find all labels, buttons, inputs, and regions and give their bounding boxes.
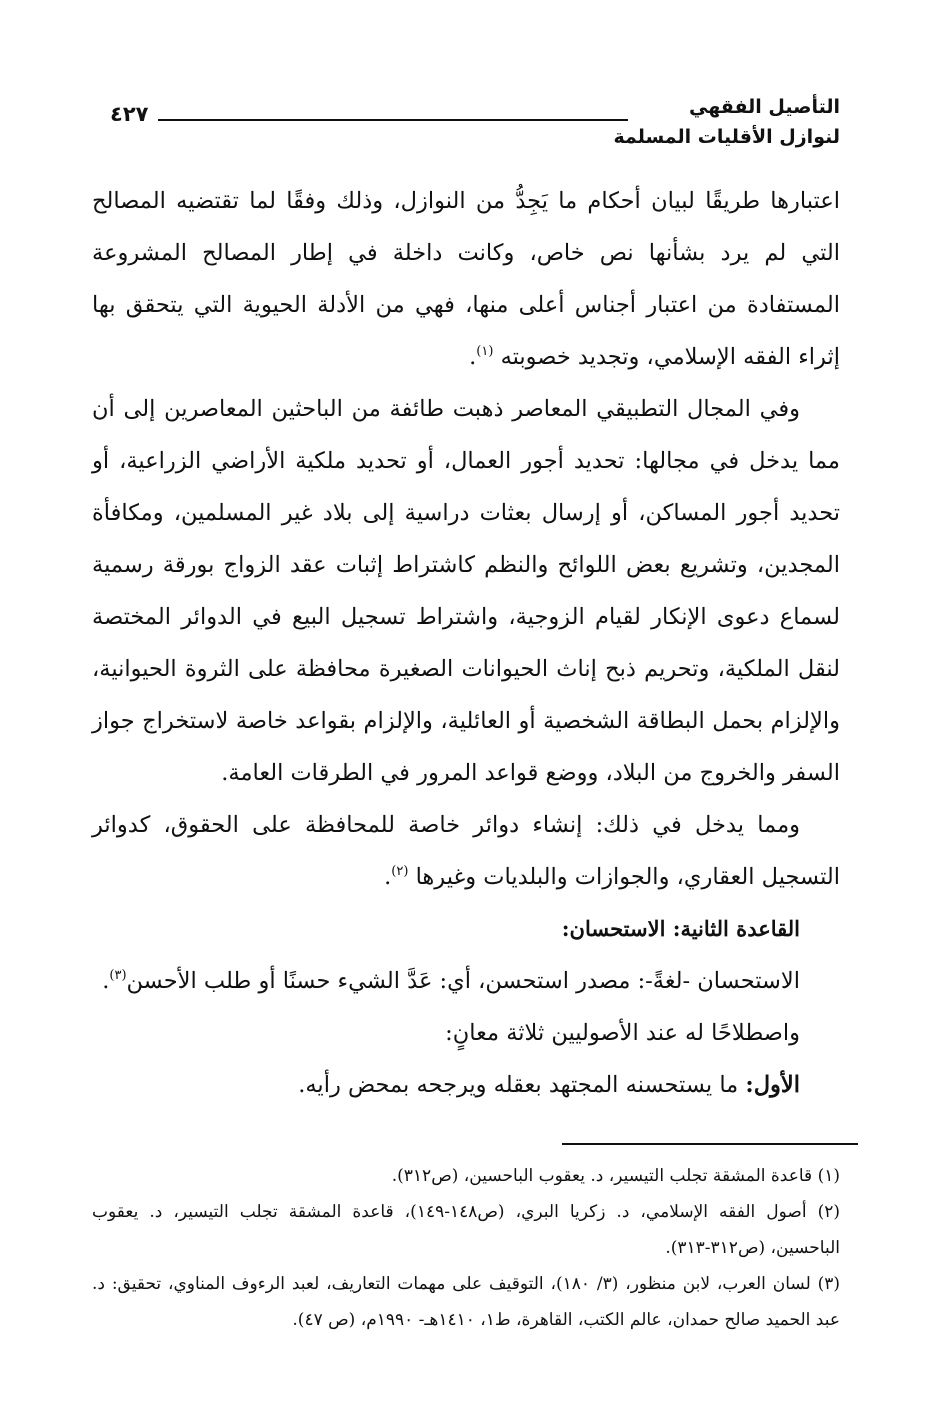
paragraph-1: اعتبارها طريقًا لبيان أحكام ما يَجِدُّ من النوازل، وذلك وفقًا لما تقتضيه المصالح التي لم يرد بشأنها نص خاص، وكانت داخلة في إطار المصالح المشروعة المستفادة من اعتبار أجناس أعلى منها، فهي من الأدلة الحيوية التي يتحقق بها إثراء الفقه الإسلامي، وتجديد خصوبته $^{(١)}$. <box>92 188 840 370</box>
running-title <box>613 92 840 152</box>
paragraph-6-lead: الأول: <box>745 1072 800 1098</box>
page-number: ٤٢٧ <box>110 102 149 126</box>
footnote-ref-3: (٣) <box>109 968 127 983</box>
paragraph-3: ومما يدخل في ذلك: إنشاء دوائر خاصة للمحافظة على الحقوق، كدوائر التسجيل العقاري، والجوازات والبلديات وغيرها $^{(٢)}$. <box>92 812 840 890</box>
header-rule <box>158 119 628 121</box>
paragraph-1-text: اعتبارها طريقًا لبيان أحكام ما يَجِدُّ من النوازل، وذلك وفقًا لما تقتضيه المصالح التي لم يرد بشأنها نص خاص، وكانت داخلة في إطار المصالح المشروعة المستفادة من اعتبار أجناس أعلى منها، فهي من الأدلة الحيوية التي يتحقق بها إثراء الفقه الإسلامي، وتجديد خصوبته <box>92 188 840 370</box>
paragraph-6 <box>92 1059 840 1111</box>
paragraph-3-text: ومما يدخل في ذلك: إنشاء دوائر خاصة للمحافظة على الحقوق، كدوائر التسجيل العقاري، والجوازات والبلديات وغيرها <box>92 812 840 890</box>
running-title-line2: لنوازل الأقليات المسلمة <box>613 126 840 148</box>
footnote-rule <box>562 1143 858 1145</box>
body-text <box>92 175 840 1111</box>
section-heading: القاعدة الثانية: الاستحسان: <box>561 916 800 941</box>
footnote-1: (١) قاعدة المشقة تجلب التيسير، د. يعقوب الباحسين، (ص٣١٢). <box>391 1166 840 1186</box>
footnotes <box>92 1158 840 1338</box>
paragraph-4: الاستحسان -لغةً-: مصدر استحسن، أي: عَدَّ الشيء حسنًا أو طلب الأحسن$^{(٣)}$. <box>102 968 800 994</box>
paragraph-5: واصطلاحًا له عند الأصوليين ثلاثة معانٍ: <box>445 1020 800 1046</box>
paragraph-4-text: الاستحسان -لغةً-: مصدر استحسن، أي: عَدَّ الشيء حسنًا أو طلب الأحسن <box>126 968 800 994</box>
paragraph-6-text: ما يستحسنه المجتهد بعقله ويرجحه بمحض رأيه. <box>298 1072 739 1098</box>
footnote-ref-1: (١) <box>476 344 494 359</box>
footnote-3: (٣) لسان العرب، لابن منظور، (٣/ ١٨٠)، التوقيف على مهمات التعاريف، لعبد الرءوف المناوي، تحقيق: د. عبد الحميد صالح حمدان، عالم الكتب، القاهرة، ط١، ١٤١٠هـ- ١٩٩٠م، (ص ٤٧). <box>92 1274 841 1330</box>
footnote-2: (٢) أصول الفقه الإسلامي، د. زكريا البري، (ص١٤٨-١٤٩)، قاعدة المشقة تجلب التيسير، د. يعقوب الباحسين، (ص٣١٢-٣١٣). <box>92 1202 841 1258</box>
paragraph-2: وفي المجال التطبيقي المعاصر ذهبت طائفة من الباحثين المعاصرين إلى أن مما يدخل في مجالها: تحديد أجور العمال، أو تحديد ملكية الأراضي الزراعية، أو تحديد أجور المساكن، أو إرسال بعثات دراسية إلى بلاد غير المسلمين، ومكافأة المجدين، وتشريع بعض اللوائح والنظم كاشتراط إثبات عقد الزواج بورقة رسمية لسماع دعوى الإنكار لقيام الزوجية، واشتراط تسجيل البيع في الدوائر المختصة لنقل الملكية، وتحريم ذبح إناث الحيوانات الصغيرة محافظة على الثروة الحيوانية، والإلزام بحمل البطاقة الشخصية أو العائلية، والإلزام بقواعد خاصة لاستخراج جواز السفر والخروج من البلاد، ووضع قواعد المرور في الطرقات العامة. <box>92 396 840 786</box>
page-header <box>110 92 840 162</box>
footnote-ref-2: (٢) <box>391 864 409 879</box>
running-title-line1: التأصيل الفقهي <box>689 96 840 118</box>
